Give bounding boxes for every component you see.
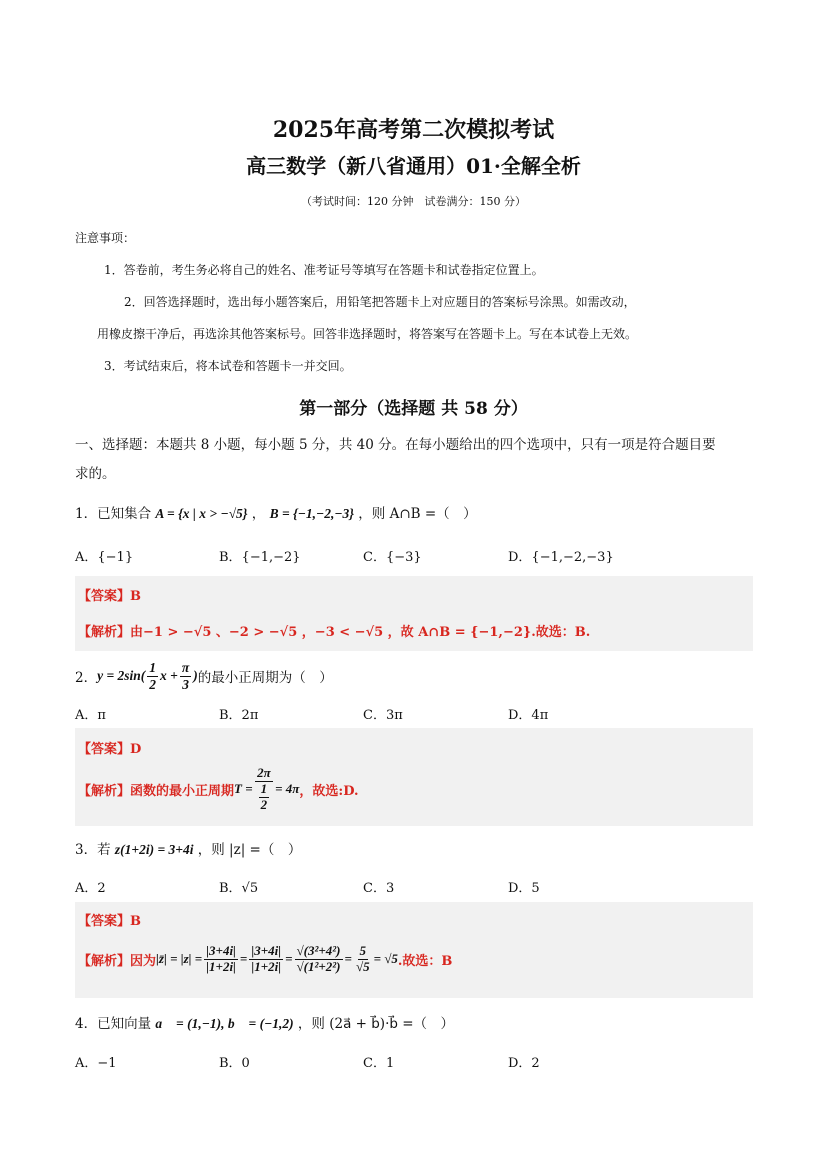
question-2-stem xyxy=(75,660,333,692)
question-1-answer xyxy=(78,585,141,604)
period-fraction: $\frac{2\pi}{\frac{1}{2}}$ xyxy=(257,765,271,812)
question-3-option-b: B．√5 xyxy=(219,881,259,896)
analysis-text-start: 函数的最小正周期 xyxy=(130,783,235,799)
question-3-number: 3．若 xyxy=(75,842,111,858)
question-2-solution-box xyxy=(75,728,753,826)
question-4-ask: ，则 (2a⃗ + b⃗)·b⃗ =（ ） xyxy=(297,1016,455,1032)
question-1-set-a: A = {x | x > −√5} xyxy=(155,506,248,521)
notice-heading: 注意事项： xyxy=(75,231,136,245)
question-1-option-c: C．{−3} xyxy=(363,550,422,565)
period-result: = 4π xyxy=(275,781,300,797)
document-subtitle: 高三数学（新八省通用）01·全解全析 xyxy=(246,154,581,178)
question-3-option-a: A．2 xyxy=(75,881,106,896)
answer-value: B xyxy=(130,589,142,604)
period-symbol: T = xyxy=(234,781,253,797)
notice-item-2-line-1: 2．回答选择题时，选出每小题答案后，用铅笔把答题卡上对应题目的答案标号涂黑。如需改动， xyxy=(124,295,636,309)
fraction-step-1: $\frac{|3+4i|}{|1+2i|}$ xyxy=(206,943,236,974)
modulus-result: = √5 xyxy=(373,951,398,967)
modulus-expression: |z̄| = |z| = xyxy=(156,951,203,967)
section-instruction-line-2: 求的。 xyxy=(75,466,116,482)
question-1-option-b: B．{−1,−2} xyxy=(219,550,301,565)
answer-value: D xyxy=(130,742,142,757)
question-4-option-a: A．−1 xyxy=(75,1056,117,1071)
answer-label: 【答案】 xyxy=(78,742,131,757)
question-2-option-a: A．π xyxy=(75,708,106,723)
question-1-ask: ，则 A∩B =（ ） xyxy=(358,506,477,522)
question-3-ask: ，则 |z| =（ ） xyxy=(197,842,302,858)
question-2-option-b: B．2π xyxy=(219,708,259,723)
question-2-formula-mid: x + xyxy=(160,668,178,684)
question-1-analysis xyxy=(78,621,590,640)
question-1-separator: ， xyxy=(251,506,266,522)
question-2-formula-end: ) xyxy=(193,668,198,684)
analysis-label: 【解析】 xyxy=(78,953,131,969)
question-2-option-d: D．4π xyxy=(508,708,549,723)
fraction-step-2: $\frac{|3+4i|}{|1+2i|}$ xyxy=(251,943,282,974)
section-title: 第一部分（选择题 共 58 分） xyxy=(299,399,528,419)
exam-info: （考试时间：120 分钟 试卷满分：150 分） xyxy=(301,195,526,208)
question-2-option-c: C．3π xyxy=(363,708,403,723)
question-4-option-b: B．0 xyxy=(219,1056,250,1071)
question-3-answer xyxy=(78,910,141,929)
question-4-number: 4．已知向量 xyxy=(75,1016,152,1032)
question-2-formula-start: y = 2sin( xyxy=(97,668,146,684)
question-4-vectors: a⃗ = (1,−1), b⃗ = (−1,2) xyxy=(155,1016,294,1031)
analysis-text-start: 因为 xyxy=(130,953,157,969)
question-1-option-a: A．{−1} xyxy=(75,550,134,565)
question-1-number: 1．已知集合 xyxy=(75,506,152,522)
section-instruction-line-1: 一、选择题：本题共 8 小题，每小题 5 分，共 40 分。在每小题给出的四个选项中，只有一项是符合题目要 xyxy=(75,437,716,453)
analysis-text-end: .故选：B xyxy=(397,953,453,969)
notice-item-2-line-2: 用橡皮擦干净后，再选涂其他答案标号。回答非选择题时，将答案写在答题卡上。写在本试卷上无效。 xyxy=(97,327,638,341)
answer-label: 【答案】 xyxy=(78,589,131,604)
question-4-stem xyxy=(75,1012,454,1032)
question-1-solution-box xyxy=(75,576,753,651)
notice-item-1: 1．答卷前，考生务必将自己的姓名、准考证号等填写在答题卡和试卷指定位置上。 xyxy=(104,263,544,277)
question-2-number: 2． xyxy=(75,670,98,687)
question-2-ask: 的最小正周期为（ ） xyxy=(197,670,333,687)
question-4-option-d: D．2 xyxy=(508,1056,540,1071)
question-3-analysis: 【解析】 因为 |z̄| = |z| = $\frac{|3+4i|}{|1+2i|}$ = $\frac{|3+4i|}{|1+2i|}$ = $\frac{\text{√(3²+4²)}}{\text{√(1²+2²)}}$ = $\frac{5}{√5}$ = √5 .故选：B xyxy=(78,943,453,974)
question-3-solution-box xyxy=(75,902,753,998)
analysis-text: 由−1 > −√5 、−2 > −√5 ，−3 < −√5 ，故 A∩B = {−1,−2}.故选：B. xyxy=(130,625,591,640)
question-3-option-c: C．3 xyxy=(363,881,395,896)
analysis-label: 【解析】 xyxy=(78,783,131,799)
fraction-step-4: $\frac{5}{√5}$ xyxy=(355,943,370,974)
document-title: 2025年高考第二次模拟考试 xyxy=(272,117,555,143)
fraction-step-3: $\frac{\text{√(3²+4²)}}{\text{√(1²+2²)}}$ xyxy=(296,943,341,974)
question-2-fraction-half: $\frac{1}{2}$ xyxy=(149,660,157,692)
question-3-equation: z(1+2i) = 3+4i xyxy=(114,842,194,857)
analysis-text-end: ，故选:D. xyxy=(299,783,359,799)
question-1-set-b: B = {−1,−2,−3} xyxy=(269,506,354,521)
answer-value: B xyxy=(130,914,142,929)
question-4-option-c: C．1 xyxy=(363,1056,395,1071)
question-1-stem xyxy=(75,502,477,522)
question-2-analysis xyxy=(78,766,359,813)
question-2-answer xyxy=(78,738,141,757)
question-2-fraction-pi-third: $\frac{\pi}{3}$ xyxy=(181,660,190,692)
answer-label: 【答案】 xyxy=(78,914,131,929)
question-3-option-d: D．5 xyxy=(508,881,540,896)
notice-item-3: 3．考试结束后，将本试卷和答题卡一并交回。 xyxy=(104,359,352,373)
question-1-option-d: D．{−1,−2,−3} xyxy=(508,550,614,565)
analysis-label: 【解析】 xyxy=(78,625,131,640)
question-3-stem xyxy=(75,838,301,858)
